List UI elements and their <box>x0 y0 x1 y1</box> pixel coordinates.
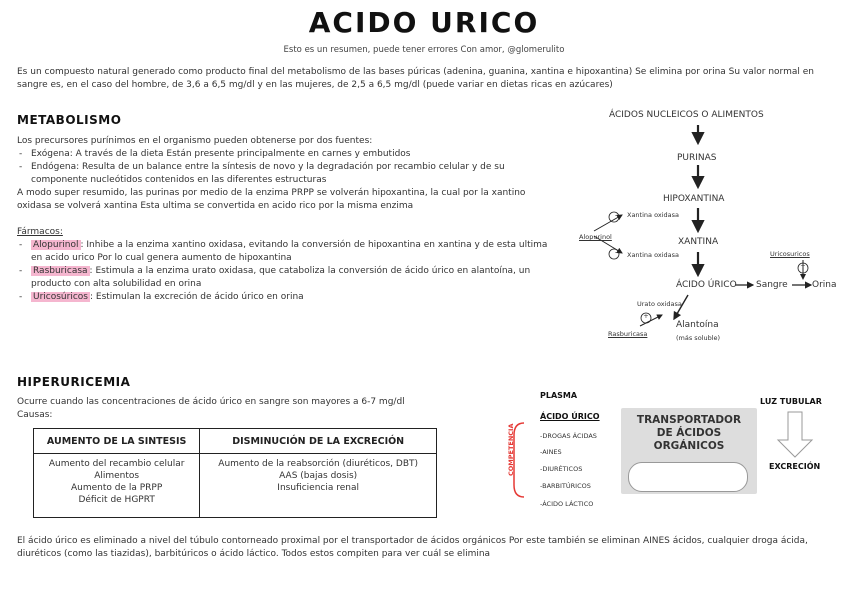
table-header: AUMENTO DE LA SINTESIS <box>34 429 200 454</box>
hiperuricemia-heading: HIPERURICEMIA <box>17 375 131 389</box>
cell-line: Aumento de la PRPP <box>71 483 163 493</box>
drug-name-uricosuricos: Uricosúricos <box>33 292 88 302</box>
metabolismo-lead: Los precursores purínimos en el organismo pueden obtenerse por dos fuentes: <box>17 136 373 146</box>
pathway-alopurinol: Alopurinol <box>579 233 612 241</box>
table-cell <box>34 454 200 518</box>
transporter-line: DE ÁCIDOS <box>656 427 722 439</box>
farmacos-list <box>17 239 557 304</box>
transporter-line: TRANSPORTADOR <box>636 414 742 426</box>
pathway-uricosuricos: Uricosuricos <box>770 250 810 258</box>
list-item <box>17 291 557 304</box>
pathway-alantoina-note: (más soluble) <box>676 334 721 342</box>
table-cell <box>200 454 437 518</box>
pathway-top: ÁCIDOS NUCLEICOS O ALIMENTOS <box>609 110 764 120</box>
pathway-purinas: PURINAS <box>677 153 717 163</box>
pathway-sangre: Sangre <box>756 280 788 290</box>
drug-desc: : Estimulan la excreción de ácido úrico en orina <box>89 292 304 302</box>
list-item: - Exógena: A través de la dieta Están presente principalmente en carnes y embutidos <box>17 148 557 161</box>
luz-tubular-label: LUZ TUBULAR <box>760 397 822 406</box>
causes-table <box>33 428 437 518</box>
plus-sign: + <box>800 262 806 270</box>
plasma-label: PLASMA <box>540 391 578 400</box>
pathway-xo1: Xantina oxidasa <box>627 211 679 219</box>
transport-item: ÁCIDO ÚRICO <box>540 412 600 421</box>
sources-list <box>17 148 557 187</box>
intro-paragraph: Es un compuesto natural generado como producto final del metabolismo de las bases púricas (adenina, guanina, xantina e hipoxantina) Se elimina por orina Su valor normal en sangre es, en el caso del hombre, de 3,6 a 6,5 mg/dl y en las mujeres, de 2,5 a 6,5 mg/dl (puede variar en dietas ricas en azúcares) <box>17 67 814 90</box>
pathway-diagram <box>570 105 848 350</box>
pathway-rasburicasa: Rasburicasa <box>608 330 648 338</box>
page-title: ACIDO URICO <box>308 6 540 39</box>
pathway-xo2: Xantina oxidasa <box>627 251 679 259</box>
pathway-urato-oxidasa: Urato oxidasa <box>637 300 682 308</box>
table-row <box>34 454 437 518</box>
list-item: - Endógena: Resulta de un balance entre la síntesis de novo y la degradación por recambio celular y de su componente nucleótidos contenidos en las diferentes estructuras <box>17 161 557 187</box>
minus-sign: - <box>614 248 618 256</box>
causas-label: Causas: <box>17 410 53 420</box>
cell-line: AAS (bajas dosis) <box>279 471 358 481</box>
cell-line: Insuficiencia renal <box>277 483 359 493</box>
competencia-label: COMPETENCIA <box>507 423 515 476</box>
drug-desc: : Inhibe a la enzima xantino oxidasa, evitando la conversión de hipoxantina en xantina y de esta ultima en acido urico Por lo cual genera aumento de hipoxantina <box>31 240 548 263</box>
page-subtitle: Esto es un resumen, puede tener errores Con amor, @glomerulito <box>283 45 565 55</box>
transport-item: -DIURÉTICOS <box>540 465 583 473</box>
pathway-alantoina: Alantoína <box>676 320 719 330</box>
down-arrow-icon <box>778 412 812 457</box>
minus-sign: - <box>614 211 618 219</box>
pathway-xantina: XANTINA <box>678 237 719 247</box>
excrecion-label: EXCRECIÓN <box>769 462 821 471</box>
transporter-line: ORGÁNICOS <box>653 440 725 452</box>
prpp-paragraph: A modo super resumido, las purinas por medio de la enzima PRPP se volverán hipoxantina, la cual por la xantino oxidasa se volverá xantina Esta ultima se convertida en acido rico por la misma enzima <box>17 188 526 211</box>
plus-sign: + <box>643 312 649 320</box>
pathway-acido-urico: ÁCIDO ÚRICO <box>676 280 737 290</box>
transporter-label <box>621 414 757 453</box>
pathway-orina: Orina <box>812 280 837 290</box>
drug-name-alopurinol: Alopurinol <box>33 240 79 250</box>
drug-desc: : Estimula a la enzima urato oxidasa, que cataboliza la conversión de ácido úrico en alantoína, un producto con alta solubilidad en orina <box>31 266 531 289</box>
channel-shape <box>628 462 748 492</box>
list-item <box>17 265 557 291</box>
transport-item: -BARBITÚRICOS <box>540 482 591 490</box>
drug-name-rasburicasa: Rasburicasa <box>33 266 88 276</box>
metabolismo-section <box>17 135 557 304</box>
pathway-hipoxantina: HIPOXANTINA <box>663 194 725 204</box>
metabolismo-heading: METABOLISMO <box>17 113 122 127</box>
cell-line: Déficit de HGPRT <box>78 495 155 505</box>
footer-paragraph: El ácido úrico es eliminado a nivel del túbulo contorneado proximal por el transportador de ácidos orgánicos Por este también se eliminan AINES ácidos, cualquier droga ácida, diuréticos (como las tiazidas), barbitúricos o ácido láctico. Todos estos compiten para ver cuál se elimina <box>17 536 808 559</box>
farmacos-title: Fármacos: <box>17 227 63 237</box>
cell-line: Aumento de la reabsorción (diuréticos, DBT) <box>218 459 419 469</box>
table-header: DISMINUCIÓN DE LA EXCRECIÓN <box>200 429 437 454</box>
table-header-row <box>34 429 437 454</box>
cell-line: Alimentos <box>94 471 140 481</box>
transport-item: -ÁCIDO LÁCTICO <box>540 500 594 508</box>
list-item <box>17 239 557 265</box>
hiperuricemia-text: Ocurre cuando las concentraciones de ácido úrico en sangre son mayores a 6-7 mg/dl <box>17 397 405 407</box>
cell-line: Aumento del recambio celular <box>48 459 185 469</box>
transport-item: -AINES <box>540 448 562 456</box>
transport-item: -DROGAS ÁCIDAS <box>540 432 597 440</box>
